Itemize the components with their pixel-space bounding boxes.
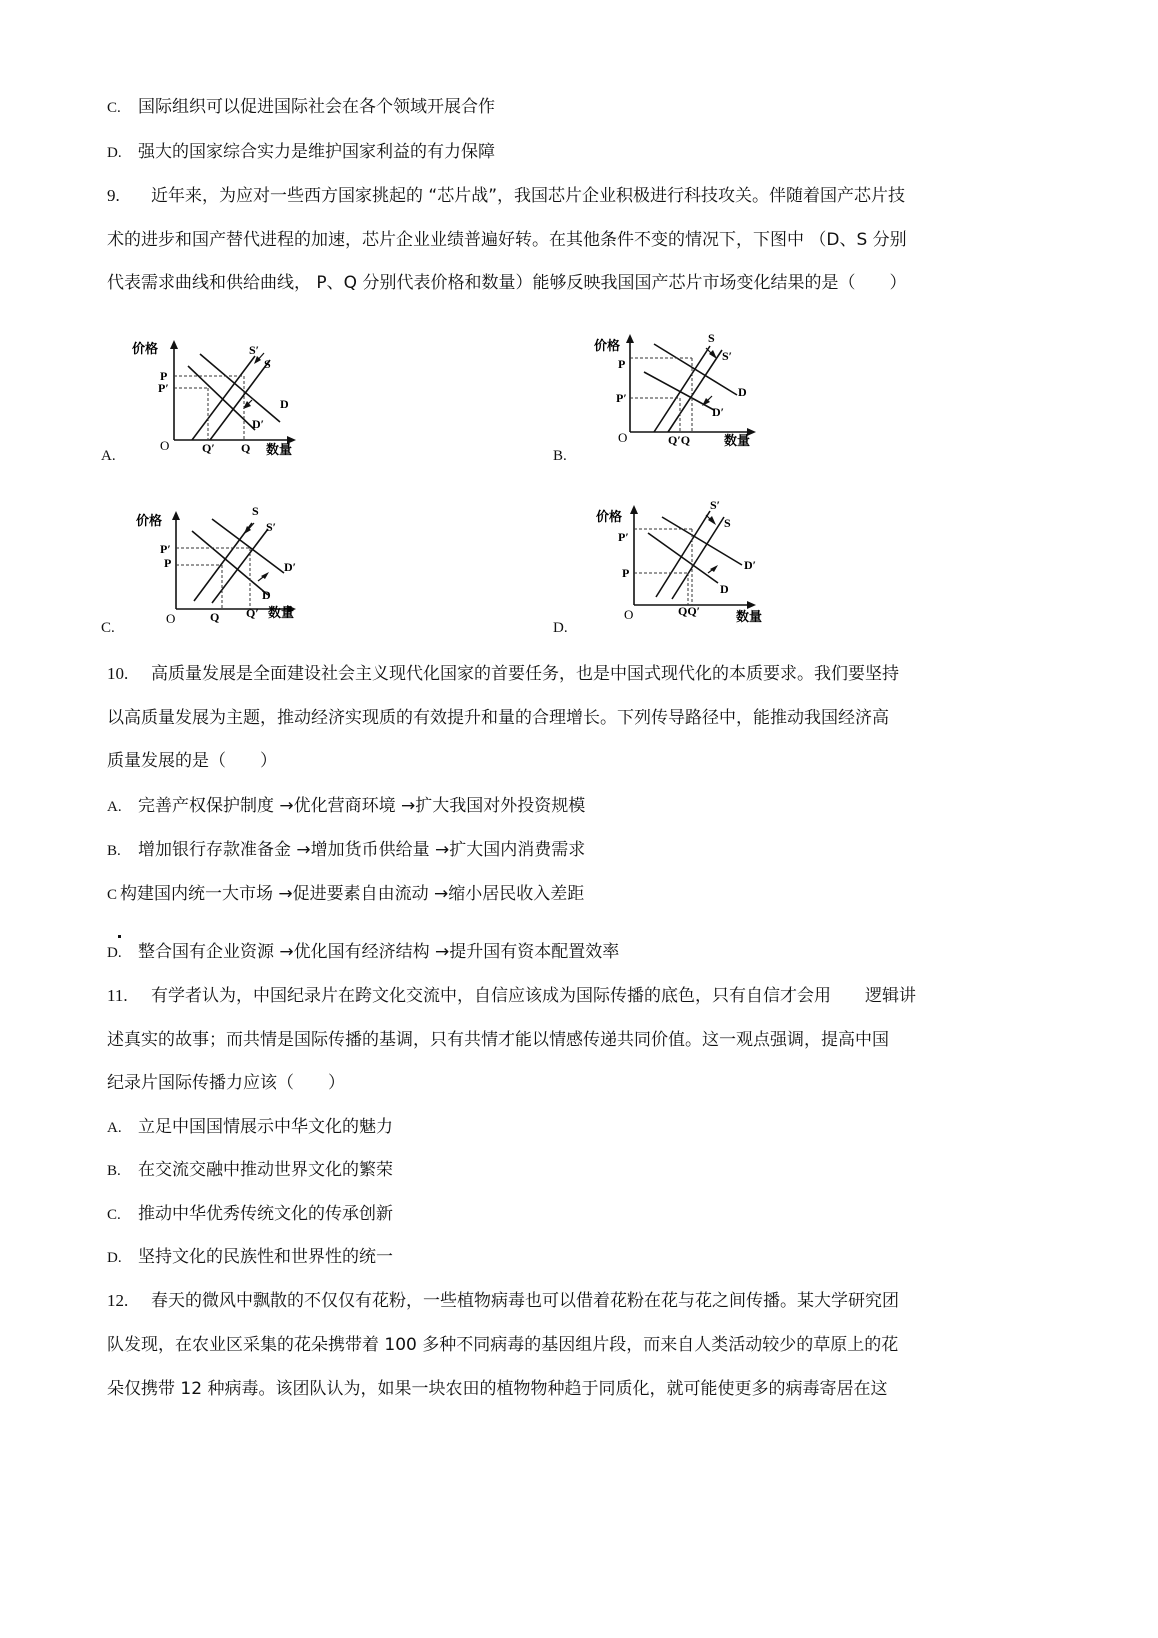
q8-option-c <box>107 95 495 120</box>
qty-label-q: Q′Q <box>668 433 691 447</box>
origin-label: O <box>160 438 170 453</box>
q11-option-a[interactable] <box>107 1115 393 1140</box>
y-axis-label: 价格 <box>132 342 159 357</box>
option-label: C. <box>107 100 121 116</box>
chart-a <box>130 336 310 461</box>
demand-curve-d <box>648 533 718 583</box>
chart-a-option-label[interactable]: A. <box>101 448 116 464</box>
price-label-p: P <box>618 357 626 371</box>
price-label-p: P <box>622 566 630 580</box>
curve-label-s: S <box>724 516 731 530</box>
option-text: 整合国有企业资源 →优化国有经济结构 →提升国有资本配置效率 <box>138 942 620 962</box>
y-axis-label: 价格 <box>136 514 163 529</box>
y-axis-label: 价格 <box>596 510 623 525</box>
curve-label-s1: S′ <box>266 520 277 534</box>
y-axis-label: 价格 <box>594 339 621 354</box>
curve-label-d1: D′ <box>712 405 725 419</box>
qty-label-q: QQ′ <box>678 604 701 618</box>
curve-label-d1: D′ <box>284 560 297 574</box>
supply-curve-s <box>654 346 710 432</box>
demand-curve-d <box>192 531 268 595</box>
q9-line-2: 术的进步和国产替代进程的加速，芯片企业业绩普遍好转。在其他条件不变的情况下，下图中 （D、S 分别 <box>107 230 907 250</box>
q12-line-1 <box>107 1289 899 1313</box>
supply-curve-s1 <box>192 356 255 440</box>
curve-label-s1: S′ <box>722 349 733 363</box>
q11-option-b[interactable] <box>107 1158 393 1183</box>
option-text: 完善产权保护制度 →优化营商环境 →扩大我国对外投资规模 <box>138 796 586 816</box>
chart-c <box>130 505 310 630</box>
qty-label-q1: Q′ <box>246 606 259 620</box>
question-number: 11. <box>107 986 128 1005</box>
option-label: A. <box>107 799 122 815</box>
q10-line-3: 质量发展的是（ ） <box>107 751 277 771</box>
option-label: B. <box>107 843 121 859</box>
q11-option-d[interactable] <box>107 1245 393 1270</box>
curve-label-s: S <box>708 331 715 345</box>
curve-label-s: S <box>252 505 259 518</box>
x-axis-label: 数量 <box>736 610 763 625</box>
option-text: 立足中国国情展示中华文化的魅力 <box>138 1117 393 1137</box>
x-axis-label: 数量 <box>266 443 293 458</box>
curve-label-d: D <box>720 582 729 596</box>
q12-line-3: 朵仅携带 12 种病毒。该团队认为，如果一块农田的植物物种趋于同质化，就可能使更多的病毒寄居在这 <box>107 1379 888 1399</box>
option-text: 构建国内统一大市场 →促进要素自由流动 →缩小居民收入差距 <box>120 884 585 904</box>
question-text: 春天的微风中飘散的不仅仅有花粉，一些植物病毒也可以借着花粉在花与花之间传播。某大学研究团 <box>151 1291 899 1311</box>
chart-c-option-label[interactable]: C. <box>101 620 115 636</box>
q11-option-c[interactable] <box>107 1202 393 1227</box>
curve-label-s1: S′ <box>249 343 260 357</box>
price-label-p1: P′ <box>616 391 627 405</box>
q9-line-3: 代表需求曲线和供给曲线， P、Q 分别代表价格和数量）能够反映我国国产芯片市场变化结果的是（ ） <box>107 273 907 293</box>
qty-label-q: Q <box>241 441 251 455</box>
question-number: 12. <box>107 1291 129 1310</box>
option-text: 国际组织可以促进国际社会在各个领域开展合作 <box>138 97 495 117</box>
option-label: A. <box>107 1120 122 1136</box>
option-text: 坚持文化的民族性和世界性的统一 <box>138 1247 393 1267</box>
price-label-p: P <box>164 556 172 570</box>
price-label-p1: P′ <box>618 530 629 544</box>
q10-line-2: 以高质量发展为主题，推动经济实现质的有效提升和量的合理增长。下列传导路径中，能推动我国经济高 <box>107 708 889 728</box>
option-label: B. <box>107 1163 121 1179</box>
qty-label-q: Q <box>210 610 220 624</box>
price-label-p1: P′ <box>158 381 169 395</box>
origin-label: O <box>618 430 628 445</box>
option-label: D. <box>107 945 122 961</box>
q12-line-2: 队发现，在农业区采集的花朵携带着 100 多种不同病毒的基因组片段，而来自人类活动较少的草原上的花 <box>107 1335 899 1355</box>
question-text: 有学者认为，中国纪录片在跨文化交流中，自信应该成为国际传播的底色，只有自信才会用 逻辑讲 <box>151 986 916 1006</box>
origin-label: O <box>166 611 176 626</box>
chart-d-option-label[interactable]: D. <box>553 620 568 636</box>
curve-label-s: S <box>264 357 271 371</box>
question-text: 高质量发展是全面建设社会主义现代化国家的首要任务，也是中国式现代化的本质要求。我们要坚持 <box>151 664 899 684</box>
option-text: 强大的国家综合实力是维护国家利益的有力保障 <box>138 142 495 162</box>
x-axis-label: 数量 <box>724 434 751 449</box>
price-label-p: P <box>160 369 168 383</box>
x-axis-label: 数量 <box>268 606 295 621</box>
option-text: 在交流交融中推动世界文化的繁荣 <box>138 1160 393 1180</box>
q10-option-c[interactable] <box>107 882 584 907</box>
q10-option-b[interactable] <box>107 838 585 863</box>
question-number: 9. <box>107 186 120 205</box>
option-label: C. <box>107 1207 121 1223</box>
chart-b <box>592 330 772 455</box>
curve-label-d: D <box>280 397 289 411</box>
qty-label-q1: Q′ <box>202 441 215 455</box>
q10-option-a[interactable] <box>107 794 585 819</box>
chart-b-option-label[interactable]: B. <box>553 448 567 464</box>
q11-line-2: 述真实的故事；而共情是国际传播的基调，只有共情才能以情感传递共同价值。这一观点强调，提高中国 <box>107 1030 889 1050</box>
q11-line-1 <box>107 984 916 1008</box>
question-number: 10. <box>107 664 129 683</box>
q9-line-1 <box>107 184 905 208</box>
supply-curve-s1 <box>656 511 710 597</box>
curve-label-d: D <box>262 588 271 602</box>
option-text: 增加银行存款准备金 →增加货币供给量 →扩大国内消费需求 <box>138 840 586 860</box>
option-label: D. <box>107 1250 122 1266</box>
origin-label: O <box>624 607 634 622</box>
chart-d <box>592 497 782 627</box>
q11-line-3: 纪录片国际传播力应该（ ） <box>107 1073 345 1093</box>
supply-curve-s1 <box>668 350 725 432</box>
curve-label-d: D <box>738 385 747 399</box>
q10-line-1 <box>107 662 899 686</box>
stray-dot <box>118 935 121 938</box>
option-text: 推动中华优秀传统文化的传承创新 <box>138 1204 393 1224</box>
curve-label-s1: S′ <box>710 498 721 512</box>
question-text: 近年来，为应对一些西方国家挑起的 “芯片战”，我国芯片企业积极进行科技攻关。伴随着国产芯片技 <box>151 186 906 206</box>
option-label: D. <box>107 145 122 161</box>
curve-label-d1: D′ <box>252 417 265 431</box>
q8-option-d <box>107 140 495 165</box>
option-label: C <box>107 887 118 903</box>
price-label-p1: P′ <box>160 542 171 556</box>
curve-label-d1: D′ <box>744 558 757 572</box>
q10-option-d[interactable] <box>107 940 619 965</box>
